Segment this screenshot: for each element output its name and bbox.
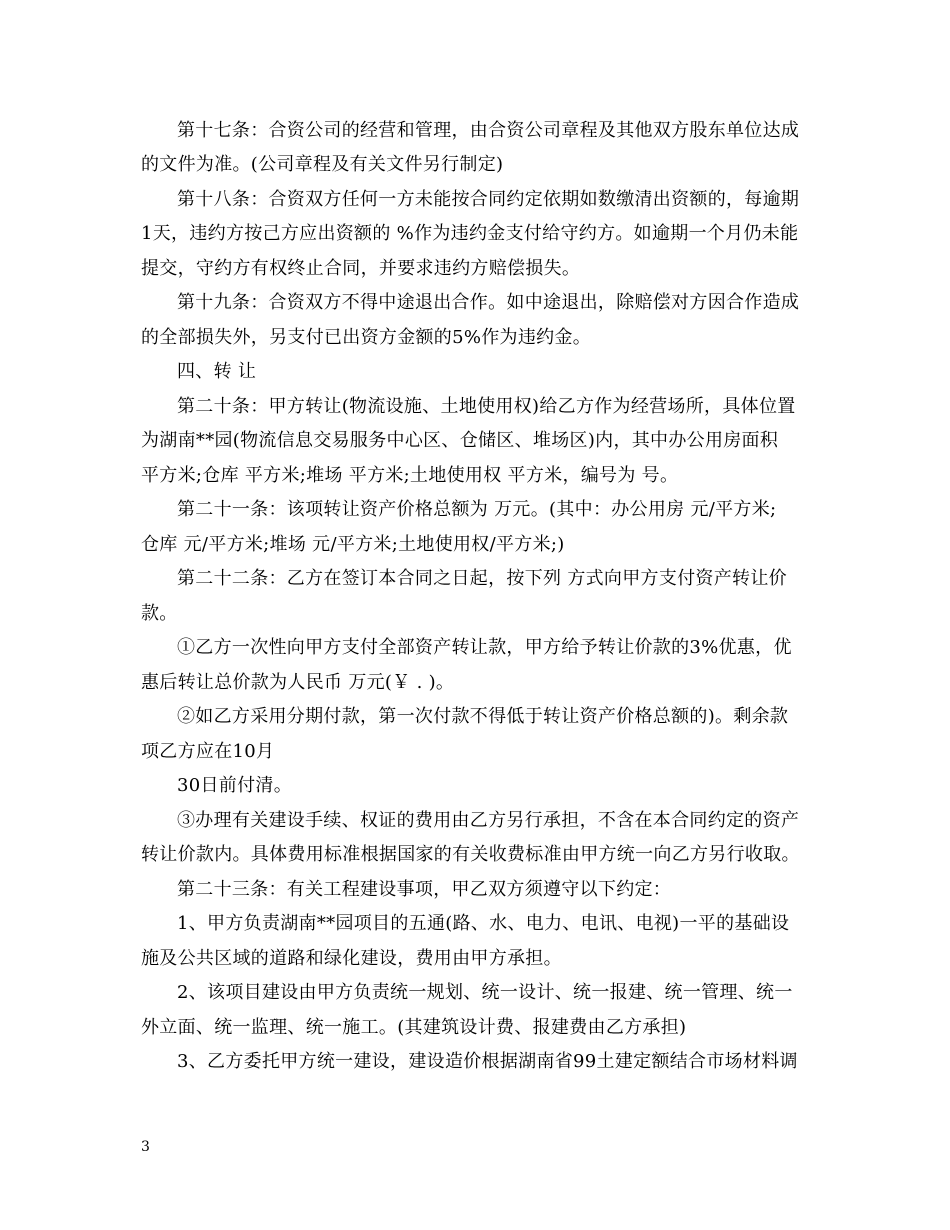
text-line: 的全部损失外，另支付已出资方金额的5%作为违约金。 (141, 327, 592, 348)
text-line: 第十八条：合资双方任何一方未能按合同约定依期如数缴清出资额的，每逾期 (177, 189, 800, 210)
text-line: 第二十条：甲方转让(物流设施、土地使用权)给乙方作为经营场所，具体位置 (177, 396, 796, 417)
text-line: 项乙方应在10月 (141, 741, 275, 762)
text-line: 款。 (141, 603, 178, 624)
text-line: 第二十一条：该项转让资产价格总额为 万元。(其中：办公用房 元/平方米; (177, 499, 777, 520)
text-line: 第二十二条：乙方在签订本合同之日起，按下列 方式向甲方支付资产转让价 (177, 568, 787, 589)
text-line: 施及公共区域的道路和绿化建设，费用由甲方承担。 (141, 948, 562, 969)
text-line: 30日前付清。 (177, 775, 293, 796)
text-line: 提交，守约方有权终止合同，并要求违约方赔偿损失。 (141, 258, 581, 279)
text-line: 转让价款内。具体费用标准根据国家的有关收费标准由甲方统一向乙方另行收取。 (141, 844, 800, 865)
text-line: 仓库 元/平方米;堆场 元/平方米;土地使用权/平方米;) (141, 534, 565, 555)
text-line: ②如乙方采用分期付款，第一次付款不得低于转让资产价格总额的)。剩余款 (177, 706, 789, 727)
text-line: 3、乙方委托甲方统一建设，建设造价根据湖南省99土建定额结合市场材料调 (177, 1051, 798, 1072)
text-line: 为湖南**园(物流信息交易服务中心区、仓储区、堆场区)内，其中办公用房面积 (141, 430, 779, 451)
text-line: 第十七条：合资公司的经营和管理，由合资公司章程及其他双方股东单位达成 (177, 120, 800, 141)
text-line: 2、该项目建设由甲方负责统一规划、统一设计、统一报建、统一管理、统一 (177, 982, 793, 1003)
text-line: 平方米;仓库 平方米;堆场 平方米;土地使用权 平方米，编号为 号。 (141, 465, 679, 486)
text-line: ③办理有关建设手续、权证的费用由乙方另行承担，不含在本合同约定的资产 (177, 810, 800, 831)
page-number: 3 (141, 1139, 150, 1155)
text-line: 1天，违约方按己方应出资额的 %作为违约金支付给守约方。如逾期一个月仍未能 (141, 223, 799, 244)
text-line: 第十九条：合资双方不得中途退出合作。如中途退出，除赔偿对方因合作造成 (177, 292, 800, 313)
text-line: 第二十三条：有关工程建设事项，甲乙双方须遵守以下约定： (177, 879, 672, 900)
text-line: 1、甲方负责湖南**园项目的五通(路、水、电力、电讯、电视)一平的基础设 (177, 913, 790, 934)
text-line: 的文件为准。(公司章程及有关文件另行制定) (141, 154, 504, 175)
section-heading: 四、转 让 (177, 361, 257, 382)
text-line: 惠后转让总价款为人民币 万元(￥ . )。 (141, 672, 455, 693)
text-line: ①乙方一次性向甲方支付全部资产转让款，甲方给予转让价款的3%优惠，优 (177, 637, 792, 658)
text-line: 外立面、统一监理、统一施工。(其建筑设计费、报建费由乙方承担) (141, 1017, 687, 1038)
